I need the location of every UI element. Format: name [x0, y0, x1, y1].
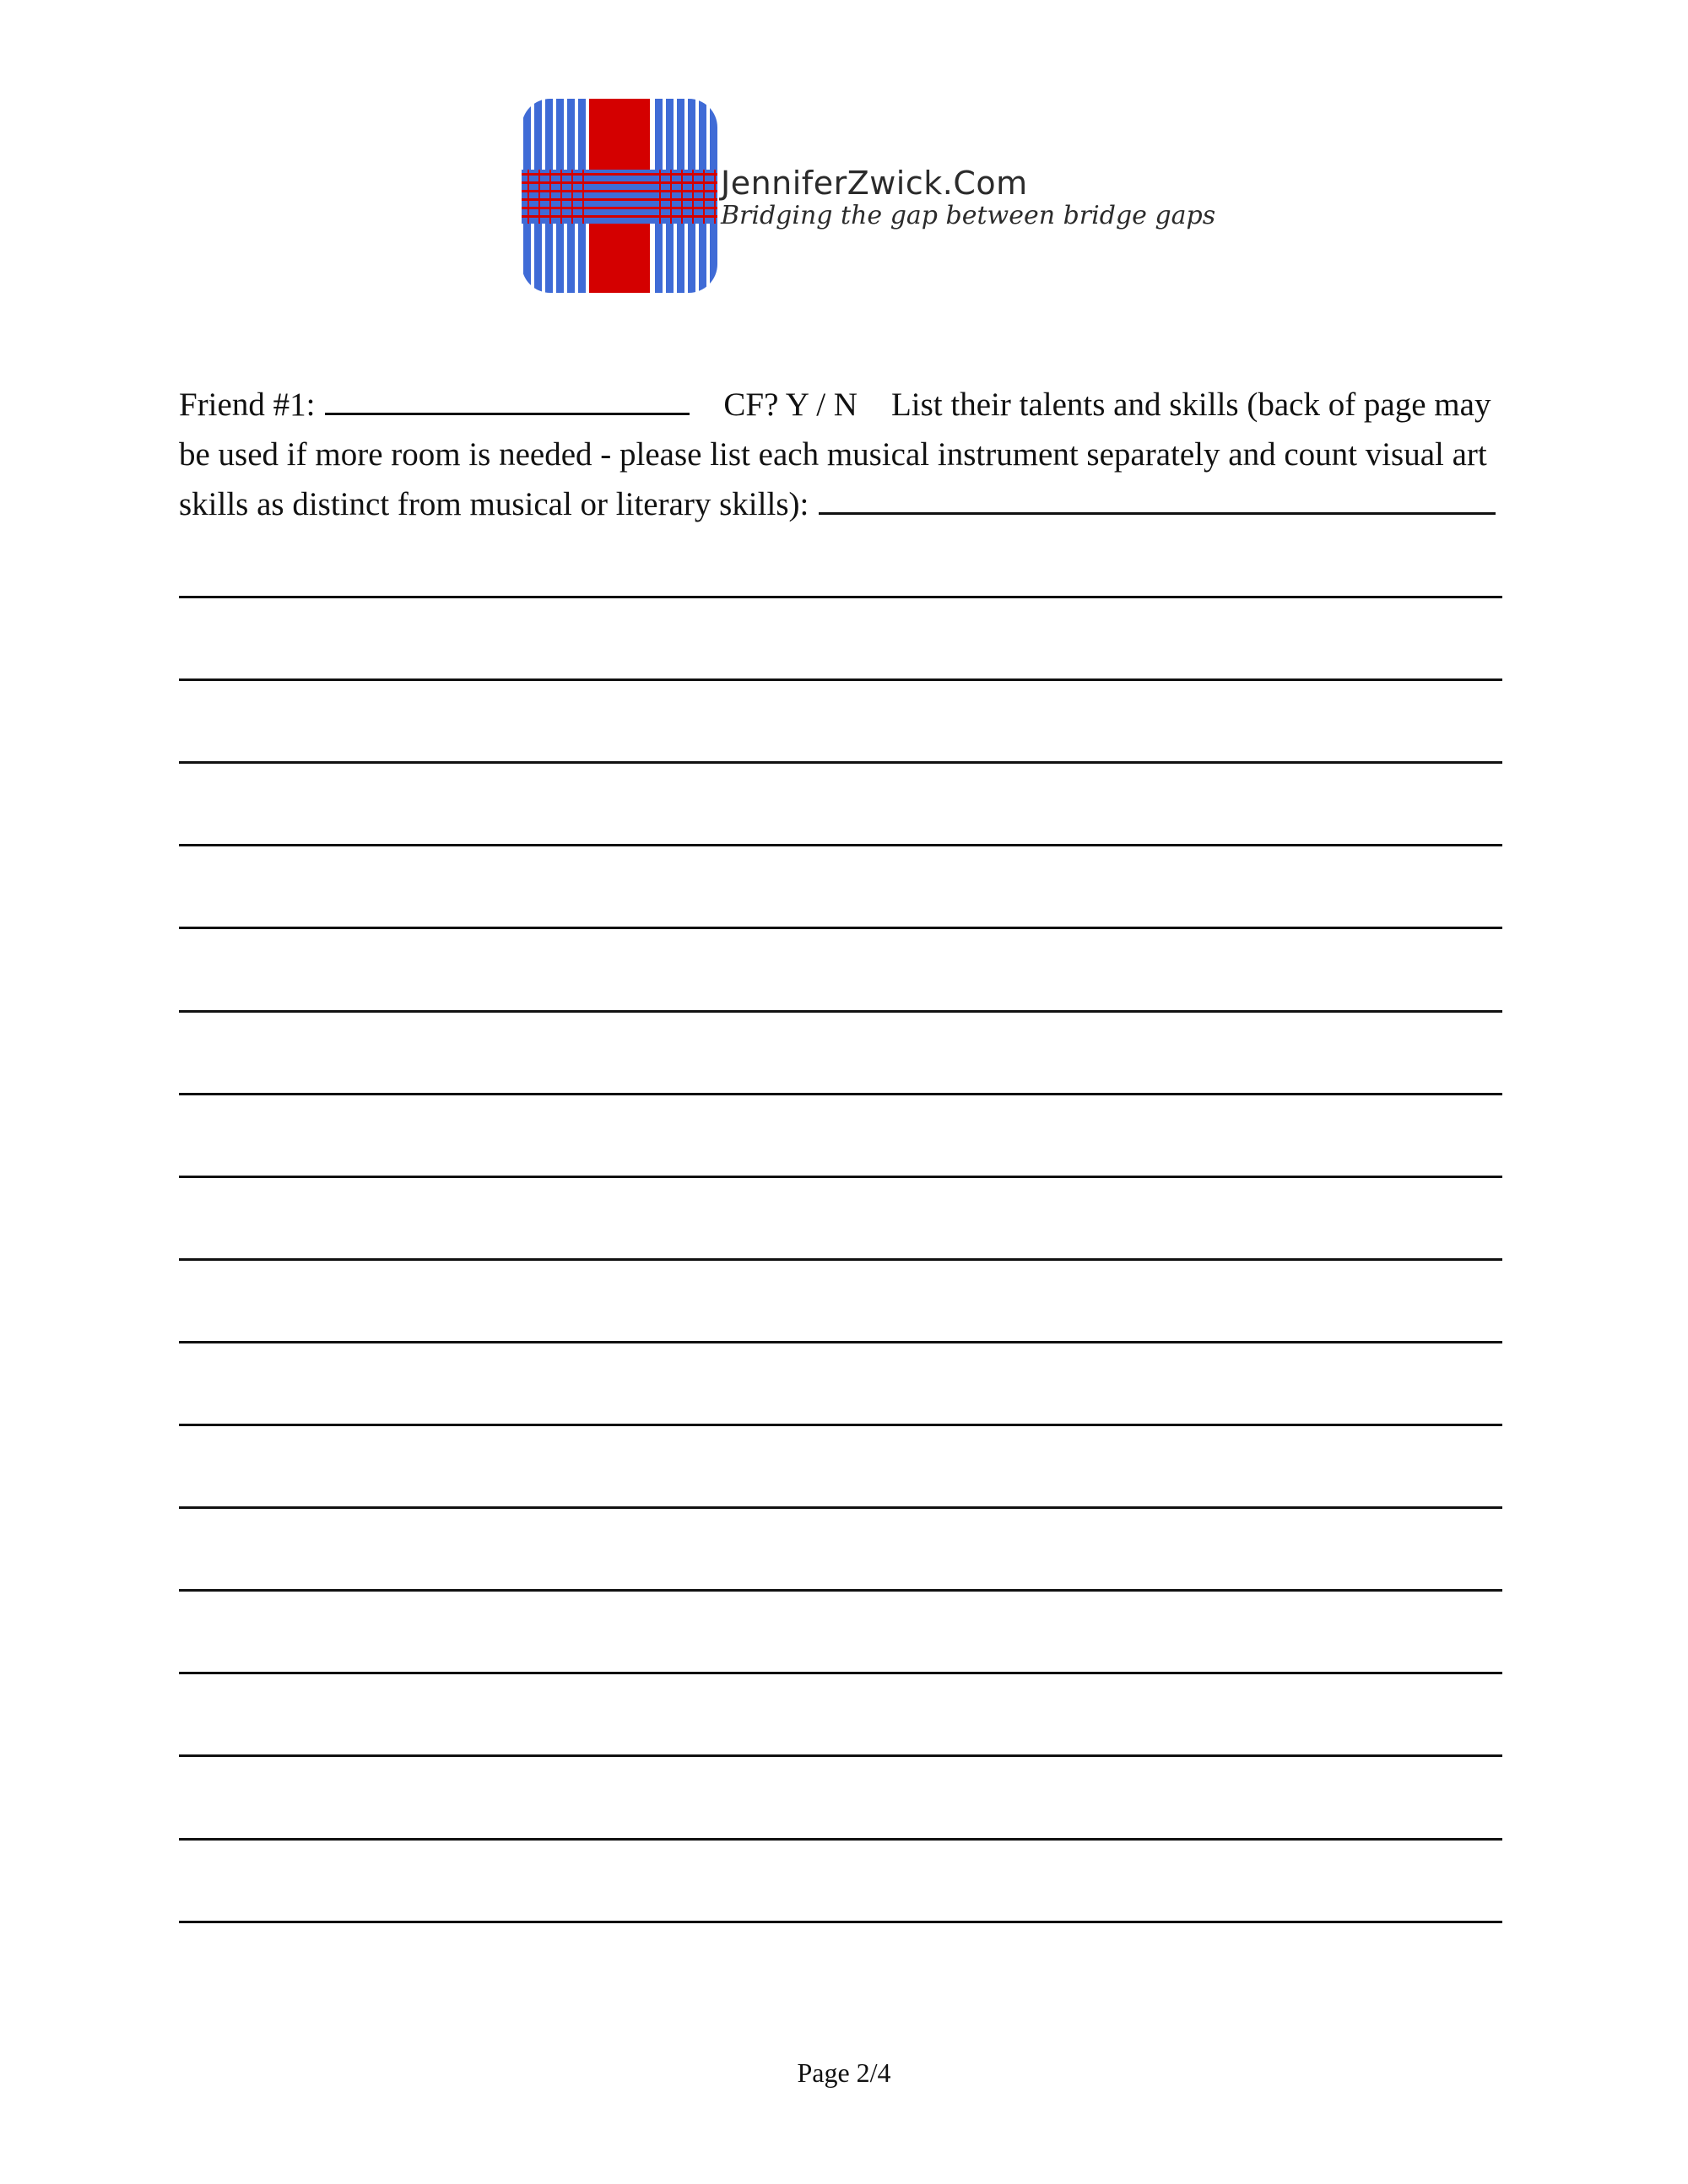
writing-line[interactable]	[179, 927, 1502, 929]
brand-name: JenniferZwick.Com	[721, 165, 1028, 202]
writing-line[interactable]	[179, 1506, 1502, 1509]
writing-lines-area	[179, 0, 1502, 2184]
writing-line[interactable]	[179, 1838, 1502, 1841]
talents-instruction-end: skills as distinct from musical or literary skills):	[179, 486, 809, 522]
writing-line[interactable]	[179, 761, 1502, 764]
writing-line[interactable]	[179, 1010, 1502, 1013]
talents-instruction-middle: be used if more room is needed - please list each musical instrument separately and count visual art	[179, 436, 1487, 473]
writing-line[interactable]	[179, 596, 1502, 598]
writing-line[interactable]	[179, 1093, 1502, 1095]
writing-line[interactable]	[179, 1921, 1502, 1923]
friend-label: Friend #1:	[179, 387, 316, 423]
writing-line[interactable]	[179, 1176, 1502, 1178]
writing-line[interactable]	[179, 844, 1502, 846]
cf-label: CF? Y / N	[723, 387, 858, 423]
page-number: Page 2/4	[797, 2057, 891, 2088]
writing-line[interactable]	[179, 1589, 1502, 1592]
writing-line[interactable]	[179, 1424, 1502, 1426]
writing-line[interactable]	[179, 1754, 1502, 1757]
brand-tagline: Bridging the gap between bridge gaps	[721, 201, 1216, 230]
writing-line[interactable]	[179, 678, 1502, 681]
writing-line[interactable]	[179, 1672, 1502, 1674]
writing-line[interactable]	[179, 1341, 1502, 1343]
writing-line[interactable]	[179, 1258, 1502, 1261]
talents-instruction-start: List their talents and skills (back of page may	[890, 387, 1491, 423]
